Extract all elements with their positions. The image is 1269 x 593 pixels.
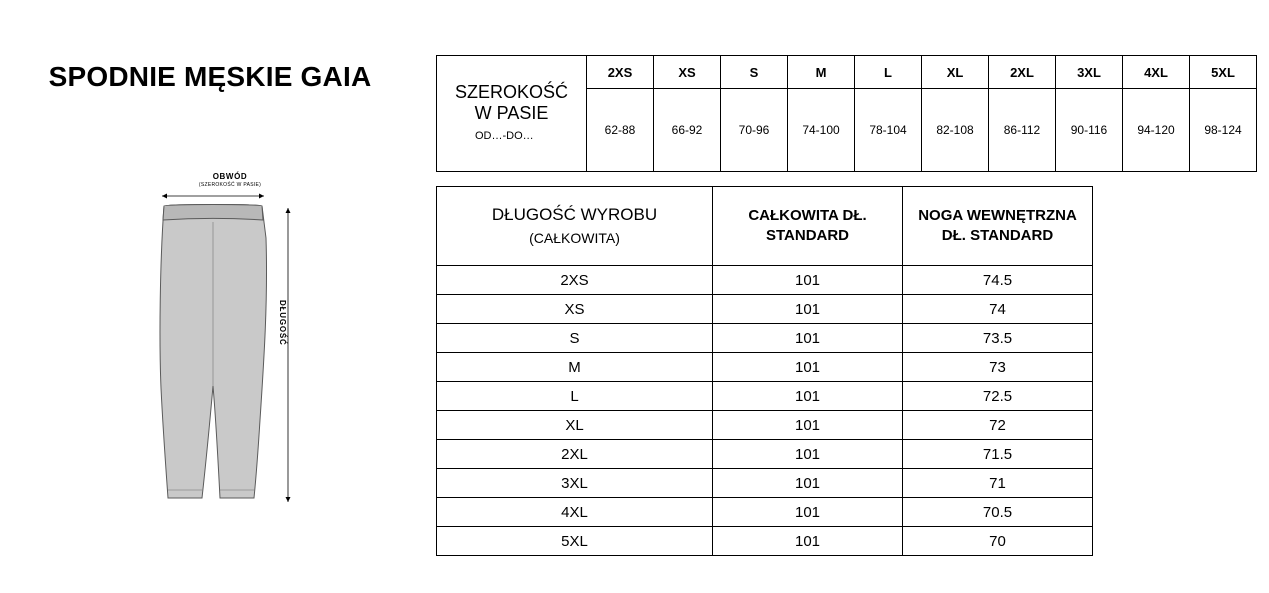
waist-header-cell xyxy=(437,56,587,172)
length-size-2xl: 2XL xyxy=(437,440,713,469)
waist-value-2xl: 86-112 xyxy=(989,89,1056,172)
table-header-row xyxy=(437,187,1093,266)
length-col1-subheader-text: (CAŁKOWITA) xyxy=(529,230,620,247)
length-total-xl: 101 xyxy=(713,411,903,440)
length-measure-label: DŁUGOŚĆ xyxy=(278,300,287,346)
length-col1-header-text: DŁUGOŚĆ WYROBU xyxy=(491,205,658,225)
table-row xyxy=(437,411,1093,440)
length-total-xs: 101 xyxy=(713,295,903,324)
length-size-4xl: 4XL xyxy=(437,498,713,527)
length-size-2xs: 2XS xyxy=(437,266,713,295)
waist-value-l: 78-104 xyxy=(855,89,922,172)
table-row xyxy=(437,324,1093,353)
waist-header-line2: W PASIE xyxy=(474,103,549,124)
length-total-m: 101 xyxy=(713,353,903,382)
waist-value-5xl: 98-124 xyxy=(1190,89,1257,172)
length-size-xl: XL xyxy=(437,411,713,440)
waist-value-m: 74-100 xyxy=(788,89,855,172)
waist-value-4xl: 94-120 xyxy=(1123,89,1190,172)
waist-header-sub: OD…-DO… xyxy=(475,129,534,142)
size-header-4xl: 4XL xyxy=(1123,56,1190,89)
size-header-2xs: 2XS xyxy=(587,56,654,89)
size-header-3xl: 3XL xyxy=(1056,56,1123,89)
length-size-m: M xyxy=(437,353,713,382)
size-header-s: S xyxy=(721,56,788,89)
length-inseam-m: 73 xyxy=(903,353,1093,382)
length-total-4xl: 101 xyxy=(713,498,903,527)
length-total-s: 101 xyxy=(713,324,903,353)
length-inseam-5xl: 70 xyxy=(903,527,1093,556)
table-row xyxy=(437,498,1093,527)
length-inseam-4xl: 70.5 xyxy=(903,498,1093,527)
waist-header-line1: SZEROKOŚĆ xyxy=(454,82,569,103)
length-size-s: S xyxy=(437,324,713,353)
waist-value-s: 70-96 xyxy=(721,89,788,172)
length-inseam-xl: 72 xyxy=(903,411,1093,440)
length-inseam-s: 73.5 xyxy=(903,324,1093,353)
table-row xyxy=(437,382,1093,411)
size-header-l: L xyxy=(855,56,922,89)
length-inseam-3xl: 71 xyxy=(903,469,1093,498)
waist-value-xs: 66-92 xyxy=(654,89,721,172)
length-col1-header xyxy=(437,187,713,266)
table-row xyxy=(437,440,1093,469)
length-total-5xl: 101 xyxy=(713,527,903,556)
size-header-2xl: 2XL xyxy=(989,56,1056,89)
page-title: SPODNIE MĘSKIE GAIA xyxy=(48,61,372,92)
table-row xyxy=(437,266,1093,295)
waist-measure-sublabel: (SZEROKOŚĆ W PASIE) xyxy=(198,182,262,188)
length-inseam-2xs: 74.5 xyxy=(903,266,1093,295)
waist-value-2xs: 62-88 xyxy=(587,89,654,172)
length-col2-header: CAŁKOWITA DŁ. STANDARD xyxy=(713,187,903,266)
length-size-5xl: 5XL xyxy=(437,527,713,556)
waist-value-3xl: 90-116 xyxy=(1056,89,1123,172)
length-total-2xs: 101 xyxy=(713,266,903,295)
table-row xyxy=(437,295,1093,324)
length-table xyxy=(436,186,1093,556)
length-total-l: 101 xyxy=(713,382,903,411)
length-inseam-2xl: 71.5 xyxy=(903,440,1093,469)
pants-illustration xyxy=(130,172,320,522)
table-row xyxy=(437,527,1093,556)
size-header-xs: XS xyxy=(654,56,721,89)
size-header-xl: XL xyxy=(922,56,989,89)
length-total-2xl: 101 xyxy=(713,440,903,469)
length-size-l: L xyxy=(437,382,713,411)
length-total-3xl: 101 xyxy=(713,469,903,498)
length-size-xs: XS xyxy=(437,295,713,324)
table-row xyxy=(437,469,1093,498)
waist-measure-label: OBWÓD xyxy=(212,172,248,181)
waist-width-table xyxy=(436,55,1257,172)
waist-value-xl: 82-108 xyxy=(922,89,989,172)
pants-drawing-icon xyxy=(142,190,307,520)
length-size-3xl: 3XL xyxy=(437,469,713,498)
table-row xyxy=(437,353,1093,382)
left-panel xyxy=(0,0,436,593)
length-inseam-l: 72.5 xyxy=(903,382,1093,411)
size-header-5xl: 5XL xyxy=(1190,56,1257,89)
table-row xyxy=(437,56,1257,89)
length-inseam-xs: 74 xyxy=(903,295,1093,324)
size-header-m: M xyxy=(788,56,855,89)
length-col3-header: NOGA WEWNĘTRZNA DŁ. STANDARD xyxy=(903,187,1093,266)
